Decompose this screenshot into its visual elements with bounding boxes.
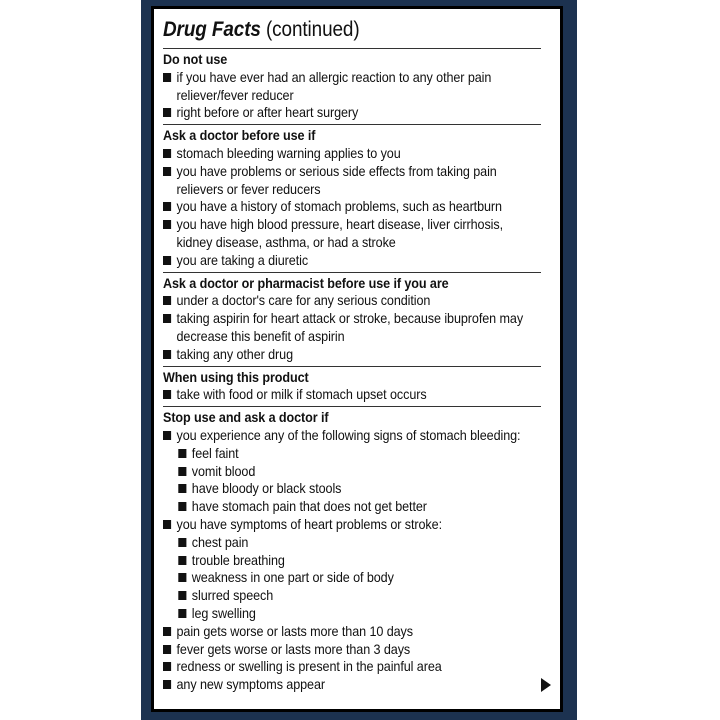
square-bullet-icon — [163, 390, 171, 399]
list-item-text: you have a history of stomach problems, such as heartburn — [176, 198, 502, 215]
list-item-text: have stomach pain that does not get better — [191, 498, 427, 515]
square-bullet-icon — [163, 431, 171, 440]
list-item — [163, 676, 541, 694]
square-bullet-icon — [178, 556, 186, 565]
list-item-text: under a doctor's care for any serious condition — [176, 292, 431, 309]
list-item-text: right before or after heart surgery — [176, 104, 359, 121]
list-item — [163, 310, 541, 346]
list-item — [163, 346, 541, 364]
section-heading: Ask a doctor or pharmacist before use if you are — [163, 274, 449, 291]
list-item-text: stomach bleeding warning applies to you — [176, 144, 401, 161]
list-item-text: slurred speech — [191, 587, 274, 604]
list-item — [163, 104, 541, 122]
sub-list-item — [163, 445, 541, 463]
section-heading: Stop use and ask a doctor if — [163, 409, 329, 426]
continue-arrow-icon — [540, 677, 552, 693]
section — [163, 49, 541, 125]
list-item-text: you have symptoms of heart problems or stroke: — [176, 515, 442, 532]
list-item — [163, 216, 541, 252]
list-item — [163, 198, 541, 216]
square-bullet-icon — [178, 609, 186, 618]
list-item-text: take with food or milk if stomach upset occurs — [176, 386, 427, 403]
list-item — [163, 145, 541, 163]
square-bullet-icon — [163, 627, 171, 636]
square-bullet-icon — [163, 296, 171, 305]
section — [163, 407, 541, 696]
list-item-text: trouble breathing — [191, 551, 285, 568]
square-bullet-icon — [163, 350, 171, 359]
list-item-text: vomit blood — [191, 462, 256, 479]
list-item-text: you experience any of the following signs of stomach bleeding: — [176, 426, 521, 443]
sub-list-item — [163, 534, 541, 552]
title-continued: (continued) — [260, 18, 360, 41]
square-bullet-icon — [178, 538, 186, 547]
square-bullet-icon — [163, 220, 171, 229]
sub-list-item — [163, 552, 541, 570]
section-heading: Do not use — [163, 51, 228, 67]
list-item-text: you have problems or serious side effects from taking pain relievers or fever reducers — [176, 162, 497, 197]
list-item — [163, 516, 541, 534]
square-bullet-icon — [163, 314, 171, 323]
square-bullet-icon — [163, 149, 171, 158]
title-bold: Drug Facts — [163, 18, 261, 41]
square-bullet-icon — [163, 167, 171, 176]
list-item-text: weakness in one part or side of body — [191, 569, 394, 586]
square-bullet-icon — [178, 467, 186, 476]
list-item-text: you are taking a diuretic — [176, 251, 309, 268]
square-bullet-icon — [163, 645, 171, 654]
sub-list-item — [163, 569, 541, 587]
section-heading: Ask a doctor before use if — [163, 127, 316, 144]
list-item-text: leg swelling — [191, 604, 256, 621]
sub-list-item — [163, 587, 541, 605]
list-item-text: if you have ever had an allergic reaction to any other pain reliever/fever reducer — [176, 68, 492, 103]
sections-container — [163, 49, 559, 696]
square-bullet-icon — [178, 502, 186, 511]
drug-facts-title — [163, 17, 541, 49]
list-item-text: taking any other drug — [176, 345, 293, 362]
list-item-text: chest pain — [191, 533, 249, 550]
list-item — [163, 252, 541, 270]
list-item-text: have bloody or black stools — [191, 480, 342, 497]
sub-list-item — [163, 463, 541, 481]
list-item-text: feel faint — [191, 444, 239, 461]
drug-facts-content — [163, 17, 559, 709]
list-item-text: pain gets worse or lasts more than 10 days — [176, 622, 413, 639]
section — [163, 125, 541, 272]
list-item — [163, 386, 541, 404]
list-item-text: you have high blood pressure, heart disease, liver cirrhosis, kidney disease, asthma, or had a stroke — [176, 216, 503, 250]
square-bullet-icon — [178, 591, 186, 600]
square-bullet-icon — [163, 662, 171, 671]
section-heading: When using this product — [163, 368, 309, 385]
list-item-text: fever gets worse or lasts more than 3 days — [176, 640, 411, 657]
section — [163, 367, 541, 408]
sub-list-item — [163, 605, 541, 623]
list-item — [163, 69, 541, 105]
list-item — [163, 292, 541, 310]
square-bullet-icon — [178, 484, 186, 493]
square-bullet-icon — [163, 680, 171, 689]
list-item — [163, 427, 541, 445]
square-bullet-icon — [163, 108, 171, 117]
list-item-text: taking aspirin for heart attack or stroke, because ibuprofen may decrease this benefit of aspirin — [176, 310, 524, 344]
section — [163, 273, 541, 367]
square-bullet-icon — [163, 202, 171, 211]
drug-facts-panel — [151, 6, 563, 712]
square-bullet-icon — [163, 73, 171, 82]
square-bullet-icon — [163, 520, 171, 529]
sub-list-item — [163, 480, 541, 498]
square-bullet-icon — [163, 256, 171, 265]
list-item-text: any new symptoms appear — [176, 676, 326, 693]
sub-list-item — [163, 498, 541, 516]
list-item — [163, 658, 541, 676]
list-item — [163, 623, 541, 641]
list-item — [163, 163, 541, 199]
square-bullet-icon — [178, 573, 186, 582]
square-bullet-icon — [178, 449, 186, 458]
list-item-text: redness or swelling is present in the painful area — [176, 658, 442, 675]
list-item — [163, 641, 541, 659]
